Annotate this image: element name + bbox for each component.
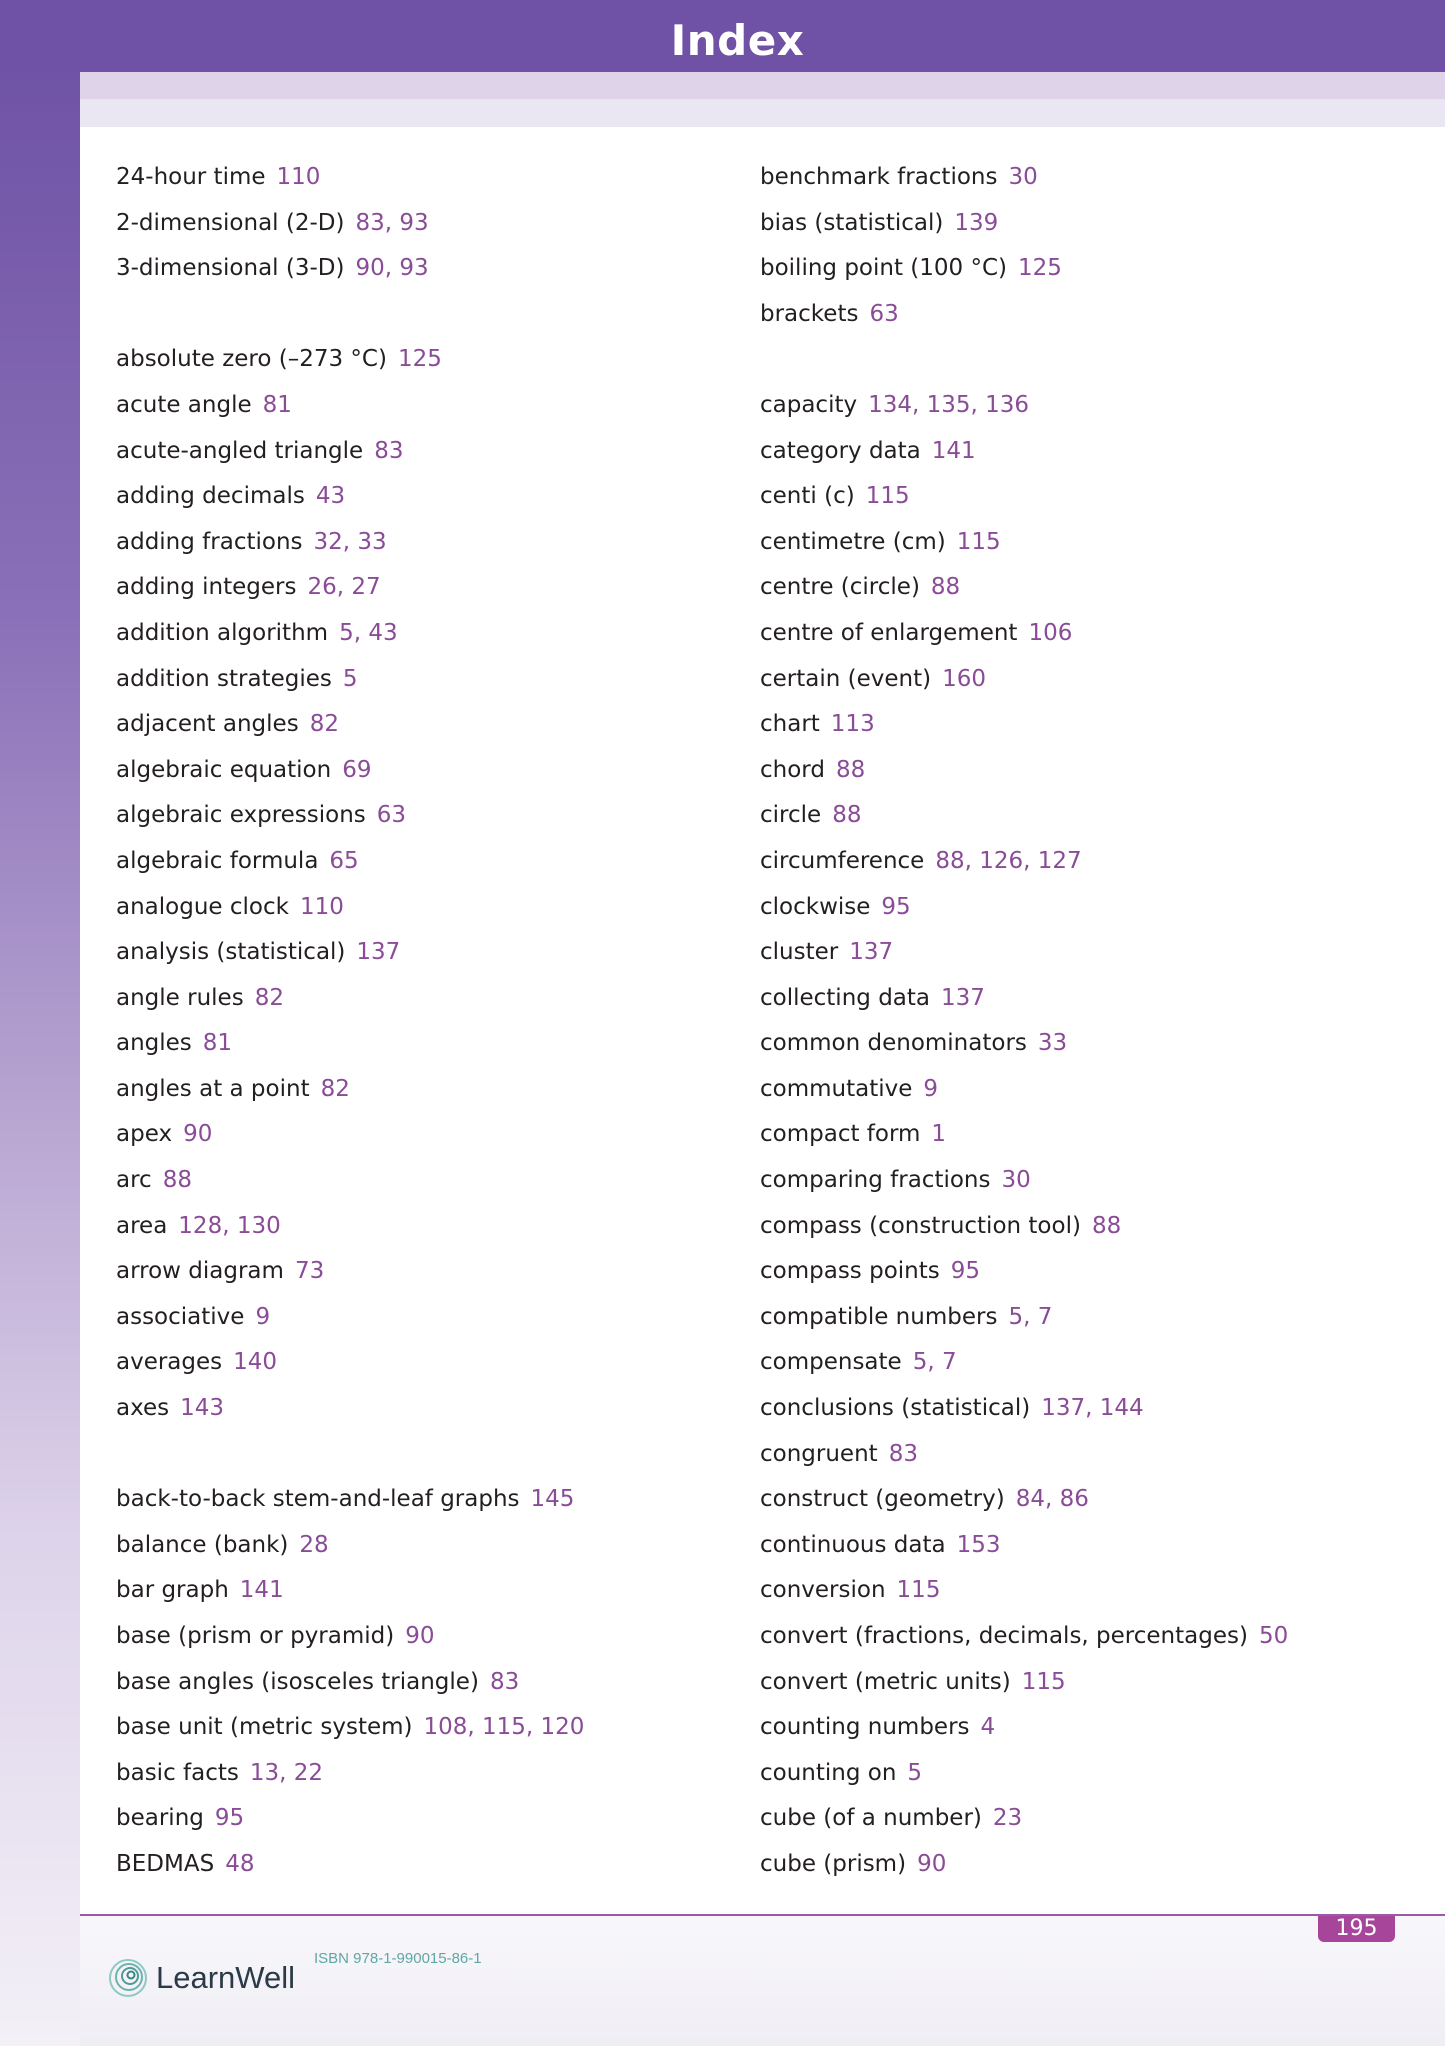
index-entry (760, 702, 1440, 748)
index-page-refs: 83 (374, 437, 404, 464)
index-term: addition strategies (116, 665, 332, 692)
index-page-refs: 125 (397, 346, 442, 373)
index-term: back-to-back stem-and-leaf graphs (116, 1486, 520, 1513)
index-entry (116, 1249, 716, 1295)
index-term: algebraic formula (116, 847, 319, 874)
index-term: bar graph (116, 1577, 229, 1604)
index-entry (760, 474, 1440, 520)
index-term: 24-hour time (116, 164, 266, 190)
index-entry (760, 976, 1440, 1022)
index-entry (760, 292, 1440, 338)
index-entry (760, 1842, 1440, 1888)
index-term: counting on (760, 1759, 897, 1786)
index-page-refs: 106 (1028, 619, 1073, 646)
index-page-refs: 143 (180, 1395, 225, 1422)
index-term: base angles (isosceles triangle) (116, 1668, 479, 1695)
index-page-refs: 90, 93 (355, 255, 429, 282)
index-entry (760, 885, 1440, 931)
index-page-refs: 139 (954, 209, 999, 236)
index-term: convert (fractions, decimals, percentages) (760, 1623, 1248, 1649)
index-entry (116, 748, 716, 794)
index-entry (760, 748, 1440, 794)
index-page-refs: 73 (294, 1258, 325, 1285)
index-entry (116, 839, 716, 885)
index-term: chord (760, 756, 825, 783)
index-page-refs: 95 (950, 1258, 981, 1285)
index-term: conversion (760, 1577, 886, 1604)
index-entry (760, 1112, 1440, 1158)
index-entry (760, 520, 1440, 566)
index-entry (116, 1751, 716, 1797)
index-term: compact form (760, 1121, 921, 1148)
index-entry (760, 657, 1440, 703)
index-term: analogue clock (116, 893, 289, 920)
index-term: algebraic equation (116, 756, 332, 783)
index-term: angles at a point (116, 1075, 310, 1102)
isbn-text: ISBN 978-1-990015-86-1 (314, 1950, 482, 1967)
index-term: capacity (760, 391, 858, 418)
index-entry (760, 1477, 1440, 1523)
index-term: circumference (760, 847, 925, 874)
index-term: averages (116, 1349, 223, 1376)
index-page-refs: 5 (907, 1759, 923, 1786)
index-entry (760, 1568, 1440, 1614)
index-page-refs: 115 (896, 1577, 941, 1604)
index-term: adding fractions (116, 528, 303, 555)
index-page-refs: 110 (276, 164, 321, 190)
index-page-refs: 30 (1008, 164, 1038, 190)
index-entry (760, 1340, 1440, 1386)
index-entry (116, 337, 716, 383)
index-page-refs: 5, 7 (1008, 1303, 1053, 1330)
index-entry (760, 839, 1440, 885)
index-page-refs: 140 (233, 1349, 278, 1376)
index-term: cube (prism) (760, 1850, 907, 1877)
index-page-refs: 4 (980, 1714, 996, 1741)
index-term: algebraic expressions (116, 802, 366, 829)
index-page-refs: 153 (956, 1531, 1001, 1558)
index-page-refs: 50 (1258, 1623, 1289, 1649)
index-page-refs: 43 (315, 483, 346, 510)
index-page-refs: 137 (849, 939, 894, 966)
index-page-refs: 83, 93 (355, 209, 429, 236)
index-entry (116, 520, 716, 566)
index-term: adjacent angles (116, 711, 299, 738)
index-term: 3-dimensional (3-D) (116, 255, 345, 282)
index-term: base (prism or pyramid) (116, 1623, 395, 1649)
index-entry (116, 1705, 716, 1751)
index-term: balance (bank) (116, 1531, 289, 1558)
index-page-refs: 88 (832, 802, 862, 829)
index-entry (116, 1614, 716, 1660)
index-page-refs: 88, 126, 127 (935, 847, 1082, 874)
index-term: centre (circle) (760, 574, 920, 601)
index-entry (760, 1796, 1440, 1842)
index-term: brackets (760, 300, 859, 327)
index-entry (760, 1067, 1440, 1113)
index-page-refs: 65 (329, 847, 359, 874)
index-entry (760, 1660, 1440, 1706)
index-term: chart (760, 711, 820, 738)
index-term: commutative (760, 1075, 913, 1102)
index-entry (760, 1295, 1440, 1341)
index-page-refs: 5, 43 (339, 619, 398, 646)
index-term: boiling point (100 °C) (760, 255, 1008, 282)
index-entry (116, 1842, 716, 1888)
index-term: conclusions (statistical) (760, 1395, 1031, 1422)
index-page-refs: 48 (225, 1850, 255, 1877)
index-term: compass points (760, 1258, 940, 1285)
index-page-refs: 32, 33 (313, 528, 387, 555)
header-strip-light (80, 99, 1445, 127)
index-entry (760, 611, 1440, 657)
index-term: clockwise (760, 893, 871, 920)
index-content (80, 127, 1445, 1914)
index-entry (116, 429, 716, 475)
index-term: compatible numbers (760, 1303, 998, 1330)
index-term: circle (760, 802, 822, 829)
index-entry (116, 383, 716, 429)
index-entry (116, 1112, 716, 1158)
brand-name: LearnWell (156, 1960, 296, 1995)
index-page-refs: 115 (1021, 1668, 1066, 1695)
index-term: cube (of a number) (760, 1805, 982, 1832)
index-page-refs: 108, 115, 120 (423, 1714, 585, 1741)
index-term: arrow diagram (116, 1258, 284, 1285)
index-term: area (116, 1212, 168, 1239)
index-entry (760, 565, 1440, 611)
index-entry (116, 702, 716, 748)
index-term: analysis (statistical) (116, 939, 346, 966)
index-page-refs: 13, 22 (249, 1759, 324, 1786)
index-entry (116, 565, 716, 611)
index-entry (116, 1021, 716, 1067)
index-page-refs: 69 (342, 756, 372, 783)
index-entry (760, 246, 1440, 292)
index-entry (116, 1340, 716, 1386)
index-page-refs: 145 (530, 1486, 575, 1513)
index-entry (116, 1477, 716, 1523)
learnwell-logo (108, 1958, 295, 1998)
index-page-refs: 81 (202, 1030, 233, 1057)
index-term: compass (construction tool) (760, 1212, 1081, 1239)
index-page-refs: 137 (941, 984, 985, 1011)
index-term: construct (geometry) (760, 1486, 1005, 1513)
index-page-refs: 23 (992, 1805, 1023, 1832)
index-page-refs: 28 (299, 1531, 329, 1558)
index-page-refs: 113 (830, 711, 875, 738)
index-term: addition algorithm (116, 619, 329, 646)
spiral-logo-icon (108, 1958, 148, 1998)
index-page-refs: 90 (405, 1623, 435, 1649)
index-page-refs: 63 (869, 300, 899, 327)
index-page-refs: 137, 144 (1041, 1395, 1144, 1422)
letter-group-gap (116, 1432, 716, 1478)
index-page-refs: 128, 130 (178, 1212, 281, 1239)
index-page-refs: 90 (183, 1121, 213, 1148)
index-entry (116, 1158, 716, 1204)
index-page-refs: 88 (835, 756, 866, 783)
index-page-refs: 115 (956, 528, 1001, 555)
index-page-refs: 125 (1018, 255, 1062, 282)
index-term: base unit (metric system) (116, 1714, 413, 1741)
index-term: acute-angled triangle (116, 437, 364, 464)
index-entry (760, 1386, 1440, 1432)
index-term: benchmark fractions (760, 164, 998, 190)
index-term: 2-dimensional (2-D) (116, 209, 345, 236)
index-entry (116, 201, 716, 247)
index-term: congruent (760, 1440, 878, 1467)
index-term: continuous data (760, 1531, 946, 1558)
index-term: certain (event) (760, 665, 932, 692)
index-entry (116, 246, 716, 292)
index-page-refs: 90 (917, 1850, 947, 1877)
index-term: convert (metric units) (760, 1668, 1011, 1695)
index-term: category data (760, 437, 921, 464)
index-entry (116, 1067, 716, 1113)
index-entry (760, 930, 1440, 976)
index-page-refs: 95 (881, 893, 911, 920)
index-entry (760, 1158, 1440, 1204)
index-entry (760, 1751, 1440, 1797)
index-term: adding decimals (116, 483, 305, 510)
index-entry (116, 1660, 716, 1706)
index-term: angles (116, 1030, 192, 1057)
index-page-refs: 88 (930, 574, 961, 601)
index-entry (760, 793, 1440, 839)
index-page-refs: 5, 7 (912, 1349, 957, 1376)
index-term: compensate (760, 1349, 902, 1376)
index-term: centre of enlargement (760, 619, 1018, 646)
index-page-refs: 9 (923, 1075, 939, 1102)
index-term: arc (116, 1167, 152, 1194)
index-entry (760, 201, 1440, 247)
index-page-refs: 88 (162, 1167, 192, 1194)
index-page-refs: 134, 135, 136 (868, 391, 1030, 418)
index-entry (760, 1523, 1440, 1569)
index-page-refs: 1 (931, 1121, 947, 1148)
page-title: Index (670, 16, 805, 65)
index-page-refs: 26, 27 (307, 574, 381, 601)
index-term: apex (116, 1121, 173, 1148)
index-term: basic facts (116, 1759, 239, 1786)
index-page-refs: 115 (865, 483, 910, 510)
index-entry (116, 1796, 716, 1842)
index-page-refs: 33 (1037, 1030, 1068, 1057)
index-term: acute angle (116, 391, 252, 418)
index-column-right (760, 155, 1440, 1888)
index-entry (760, 1432, 1440, 1478)
index-entry (116, 657, 716, 703)
index-page-refs: 5 (342, 665, 358, 692)
index-term: counting numbers (760, 1714, 970, 1741)
letter-group-gap (116, 292, 716, 338)
index-entry (760, 1204, 1440, 1250)
index-entry (760, 1249, 1440, 1295)
left-decorative-band (0, 0, 80, 2046)
index-page-refs: 82 (309, 711, 339, 738)
footer-rule (80, 1914, 1445, 1916)
index-term: cluster (760, 939, 839, 966)
index-entry (116, 1386, 716, 1432)
index-term: associative (116, 1303, 245, 1330)
index-entry (760, 1021, 1440, 1067)
index-term: common denominators (760, 1030, 1027, 1057)
index-page-refs: 82 (254, 984, 284, 1011)
index-term: axes (116, 1395, 170, 1422)
index-entry (116, 155, 716, 201)
index-term: bias (statistical) (760, 209, 944, 236)
index-page-refs: 141 (239, 1577, 284, 1604)
index-page-refs: 88 (1091, 1212, 1122, 1239)
header-bar (0, 0, 1445, 72)
letter-group-gap (760, 337, 1440, 383)
index-entry (760, 1705, 1440, 1751)
index-entry (116, 611, 716, 657)
index-page-refs: 84, 86 (1015, 1486, 1089, 1513)
index-entry (116, 474, 716, 520)
index-page-refs: 141 (931, 437, 976, 464)
index-entry (116, 930, 716, 976)
index-page-refs: 160 (942, 665, 987, 692)
index-entry (116, 793, 716, 839)
index-entry (116, 1523, 716, 1569)
index-term: collecting data (760, 984, 930, 1011)
index-page-refs: 83 (888, 1440, 918, 1467)
index-term: centimetre (cm) (760, 528, 946, 555)
index-entry (116, 1295, 716, 1341)
index-page-refs: 137 (356, 939, 401, 966)
index-term: BEDMAS (116, 1850, 215, 1877)
page-number-badge: 195 (1318, 1916, 1395, 1942)
index-entry (760, 429, 1440, 475)
index-column-left (116, 155, 716, 1888)
index-page-refs: 82 (320, 1075, 350, 1102)
index-entry (760, 1614, 1440, 1660)
index-page-refs: 30 (1001, 1167, 1031, 1194)
index-page-refs: 83 (489, 1668, 520, 1695)
header-strip (80, 72, 1445, 99)
index-page-refs: 81 (262, 391, 292, 418)
index-page-refs: 110 (299, 893, 344, 920)
index-page-refs: 63 (376, 802, 407, 829)
index-entry (760, 155, 1440, 201)
index-page-refs: 9 (255, 1303, 271, 1330)
index-term: centi (c) (760, 483, 855, 510)
index-entry (760, 383, 1440, 429)
index-page-refs: 95 (214, 1805, 245, 1832)
index-entry (116, 976, 716, 1022)
index-term: angle rules (116, 984, 244, 1011)
index-term: adding integers (116, 574, 297, 601)
index-entry (116, 885, 716, 931)
index-entry (116, 1204, 716, 1250)
index-term: absolute zero (–273 °C) (116, 346, 387, 373)
index-term: comparing fractions (760, 1167, 991, 1194)
index-term: bearing (116, 1805, 204, 1832)
index-entry (116, 1568, 716, 1614)
